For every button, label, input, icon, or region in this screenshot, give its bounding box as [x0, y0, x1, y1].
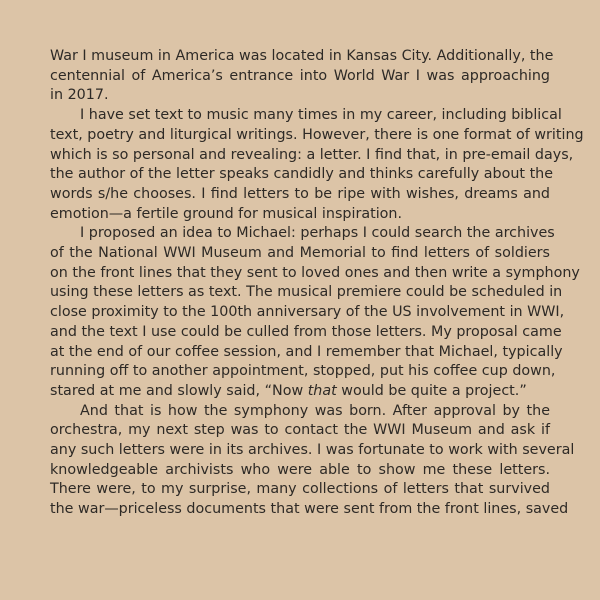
text-line: any such letters were in its archives. I was fortunate to work with several — [50, 442, 575, 459]
text-line: text, poetry and liturgical writings. However, there is one format of writing — [50, 126, 584, 143]
text-line: in 2017. — [50, 87, 109, 104]
text-line: close proximity to the 100th anniversary of the US involvement in WWI, — [50, 304, 565, 321]
text-line: War I museum in America was located in Kansas City. Additionally, the — [50, 48, 554, 64]
italic-word: that — [307, 382, 337, 399]
text-line: running off to another appointment, stopped, put his coffee cup down, — [50, 363, 556, 380]
text-line: And that is how the symphony was born. After approval by the — [80, 402, 550, 419]
text-line: using these letters as text. The musical premiere could be scheduled in — [50, 284, 563, 301]
text-line: the author of the letter speaks candidly and thinks carefully about the — [50, 166, 554, 183]
paragraph — [50, 47, 554, 106]
paragraph — [50, 106, 584, 224]
text-line: words s/he chooses. I find letters to be ripe with wishes, dreams and — [50, 185, 550, 202]
text-line — [50, 382, 550, 402]
text-run: stared at me and slowly said, “Now — [50, 382, 304, 399]
text-line: I proposed an idea to Michael: perhaps I could search the archives — [80, 225, 555, 242]
text-line: knowledgeable archivists who were able to show me these letters. — [50, 461, 550, 478]
paragraph — [50, 224, 580, 401]
text-line: I have set text to music many times in my career, including biblical — [80, 107, 562, 124]
text-line: orchestra, my next step was to contact the WWI Museum and ask if — [50, 422, 550, 439]
text-line: There were, to my surprise, many collections of letters that survived — [50, 481, 550, 498]
text-line: the war—priceless documents that were sent from the front lines, saved — [50, 501, 569, 518]
text-line: centennial of America’s entrance into World War I was approaching — [50, 67, 550, 84]
paragraph — [50, 402, 575, 520]
text-line: which is so personal and revealing: a letter. I find that, in pre-email days, — [50, 146, 574, 163]
text-line: and the text I use could be culled from those letters. My proposal came — [50, 323, 562, 340]
document-page — [50, 47, 584, 520]
text-line: emotion—a fertile ground for musical inspiration. — [50, 205, 403, 222]
text-line: of the National WWI Museum and Memorial to find letters of soldiers — [50, 245, 550, 262]
text-line: on the front lines that they sent to loved ones and then write a symphony — [50, 264, 580, 281]
text-run: would be quite a project.” — [336, 382, 527, 399]
text-line: at the end of our coffee session, and I remember that Michael, typically — [50, 343, 563, 360]
